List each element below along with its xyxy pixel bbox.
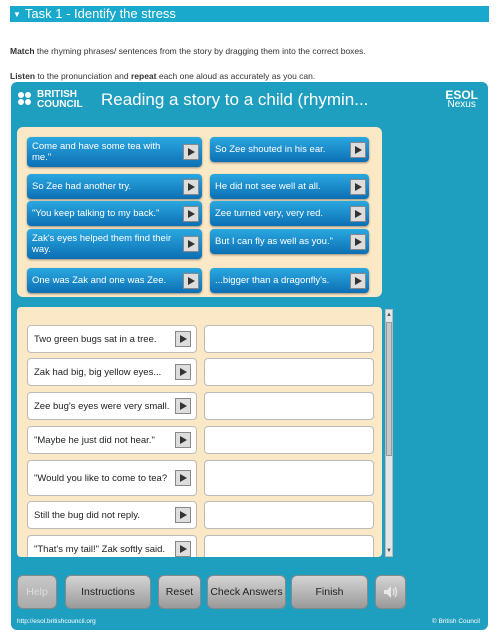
source-tile[interactable]: So Zee had another try.: [27, 174, 202, 199]
play-icon[interactable]: [175, 541, 191, 557]
help-button[interactable]: Help: [17, 575, 57, 609]
scroll-up-arrow-icon[interactable]: ▲: [386, 312, 392, 318]
instruction-match: Match the rhyming phrases/ sentences from the story by dragging them into the correct boxes.: [10, 46, 366, 56]
speaker-icon: [383, 585, 399, 599]
stimulus-box: Two green bugs sat in a tree.: [27, 325, 197, 353]
play-icon[interactable]: [350, 142, 366, 158]
match-row: [27, 426, 382, 454]
scrollbar-thumb[interactable]: [386, 322, 392, 456]
drop-slot[interactable]: [204, 358, 374, 386]
stimulus-box: "Would you like to come to tea?: [27, 460, 197, 496]
drop-slot[interactable]: [204, 460, 374, 496]
footer-url: http://esol.britishcouncil.org: [17, 618, 96, 625]
stimulus-box: Zak had big, big yellow eyes...: [27, 358, 197, 386]
match-row: [27, 325, 382, 353]
stimulus-box: "Maybe he just did not hear.": [27, 426, 197, 454]
source-tiles-area: [17, 127, 382, 297]
activity-title: Reading a story to a child (rhymin...: [101, 90, 369, 109]
reset-button[interactable]: Reset: [158, 575, 201, 609]
play-icon[interactable]: [175, 331, 191, 347]
finish-button[interactable]: Finish: [291, 575, 368, 609]
play-icon[interactable]: [350, 273, 366, 289]
task-title: Task 1 - Identify the stress: [24, 6, 176, 21]
source-tile[interactable]: ...bigger than a dragonfly's.: [210, 268, 369, 293]
stimulus-box: Zee bug's eyes were very small.: [27, 392, 197, 420]
play-icon[interactable]: [350, 206, 366, 222]
drop-slot[interactable]: [204, 535, 374, 557]
drop-slot[interactable]: [204, 426, 374, 454]
drop-slot[interactable]: [204, 325, 374, 353]
check-answers-button[interactable]: Check Answers: [207, 575, 286, 609]
instructions-button[interactable]: Instructions: [65, 575, 151, 609]
drop-slot[interactable]: [204, 392, 374, 420]
source-tile[interactable]: "You keep talking to my back.": [27, 201, 202, 226]
source-tile[interactable]: Zee turned very, very red.: [210, 201, 369, 226]
match-row: [27, 392, 382, 420]
match-row: [27, 358, 382, 386]
match-row: [27, 460, 382, 496]
button-bar: [17, 575, 482, 615]
source-tile[interactable]: He did not see well at all.: [210, 174, 369, 199]
british-council-dots-icon: [18, 92, 34, 108]
matching-scrollbar[interactable]: [385, 309, 393, 557]
match-row: [27, 535, 382, 557]
play-icon[interactable]: [183, 179, 199, 195]
play-icon[interactable]: [175, 364, 191, 380]
play-icon[interactable]: [350, 179, 366, 195]
play-icon[interactable]: [183, 273, 199, 289]
activity-footer: [11, 616, 488, 628]
activity-panel: [11, 82, 488, 630]
play-icon[interactable]: [183, 236, 199, 252]
scroll-down-arrow-icon[interactable]: ▼: [386, 548, 392, 554]
source-tile[interactable]: Zak's eyes helped them find their way.: [27, 229, 202, 259]
play-icon[interactable]: [183, 206, 199, 222]
play-icon[interactable]: [175, 398, 191, 414]
source-tile[interactable]: But I can fly as well as you.": [210, 229, 369, 254]
stimulus-box: "That's my tail!" Zak softly said.: [27, 535, 197, 557]
source-tile[interactable]: Come and have some tea with me.": [27, 137, 202, 167]
play-icon[interactable]: [175, 507, 191, 523]
play-icon[interactable]: [350, 234, 366, 250]
play-icon[interactable]: [175, 432, 191, 448]
instruction-listen: Listen to the pronunciation and repeat each one aloud as accurately as you can.: [10, 71, 316, 81]
british-council-logo: BRITISH COUNCIL: [18, 90, 98, 116]
stimulus-box: Still the bug did not reply.: [27, 501, 197, 529]
play-icon[interactable]: [175, 470, 191, 486]
source-tile[interactable]: So Zee shouted in his ear.: [210, 137, 369, 162]
audio-button[interactable]: [375, 575, 406, 609]
play-icon[interactable]: [183, 144, 199, 160]
matching-area: [17, 307, 382, 557]
drop-slot[interactable]: [204, 501, 374, 529]
esol-nexus-logo: ESOL Nexus: [445, 88, 478, 110]
collapse-triangle-icon[interactable]: ▼: [13, 9, 21, 19]
task-header[interactable]: [10, 6, 489, 22]
source-tile[interactable]: One was Zak and one was Zee.: [27, 268, 202, 293]
footer-copyright: © British Council: [431, 618, 480, 625]
activity-title-bar: [11, 82, 488, 122]
match-row: [27, 501, 382, 529]
